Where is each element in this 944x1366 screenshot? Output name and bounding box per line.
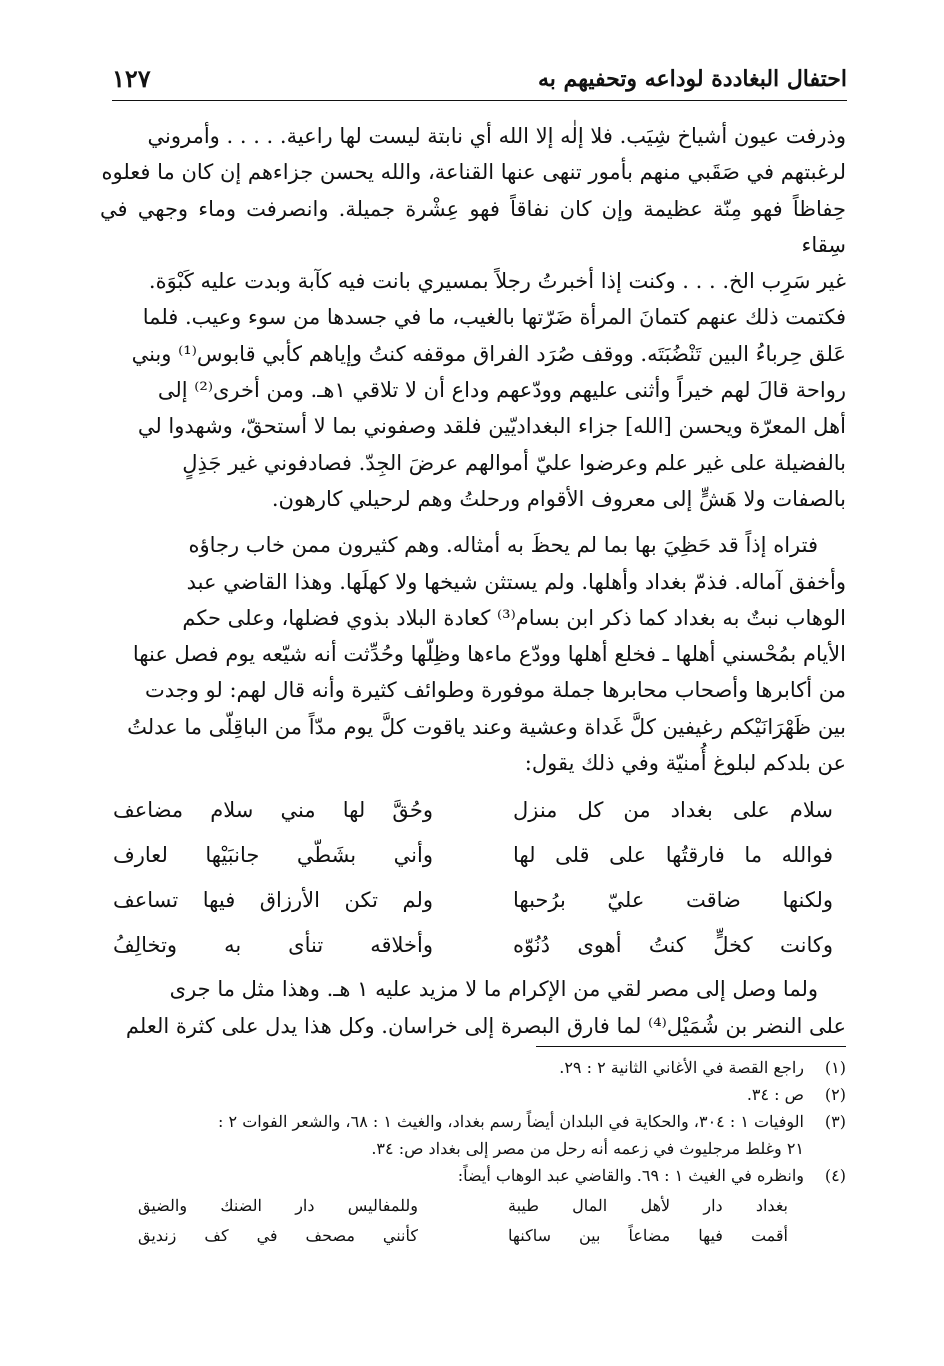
text-line: الأيام بمُحْسني أهلها ـ فخلع أهلها وودّع ماءها وظِلّها وحُدِّثت أنه شيّعه يوم فصل عنها — [132, 642, 846, 667]
verse-second-hemistich: وحُقَّ لها مني سلام مضاعف — [113, 797, 433, 822]
verse-second-hemistich: وللمفاليس دار الضنك والضيق — [138, 1196, 418, 1215]
verse-first-hemistich: بغداد دار لأهل المال طيبة — [508, 1196, 788, 1215]
text-line: عن بلدكم لبلوغ أُمنيّة وفي ذلك يقول: — [524, 751, 846, 776]
text-line: رواحة قالَ لهم خيراً وأثنى عليهم وودّعهم وداع أن لا تلاقي ١هـ. ومن أخرى⁽²⁾ إلى — [157, 378, 846, 403]
verse-second-hemistich: ولم تكن الأرزاق فيها تساعف — [113, 887, 433, 912]
text-line: من أكابرها وأصحاب محابرها جملة موفورة وطوائف كثيرة وأنه قال لهم: لو وجدت — [144, 678, 846, 703]
text-line: الوهاب نبتٌ به بغداد كما ذكر ابن بسام⁽³⁾ كعادة البلاد بذوي فضلها، وعلى حكم — [182, 605, 846, 630]
header-rule — [112, 100, 847, 101]
footnote-rule — [536, 1046, 846, 1047]
footnote — [100, 1054, 846, 1081]
poem-verse — [113, 832, 833, 877]
footnote-number: (٤) — [824, 1166, 846, 1185]
footnotes — [100, 1054, 846, 1251]
footnote-continuation: ٢١ وغلط مرجليوث في زعمه أنه رحل من مصر إلى بغداد ص: ٣٤. — [371, 1139, 804, 1158]
text-line: لرغبتهم في صَقَبي منهم بأمور تنهى عنها القناعة، والله يحسن جزاءهم إن كان ما فعلوه — [101, 160, 846, 185]
verse-first-hemistich: ولكنها ضاقت عليّ برُحبها — [513, 887, 833, 912]
verse-second-hemistich: وأخلاقه تنأى به وتخالِفُ — [113, 932, 433, 957]
text-line: غير سَرِب الخ. . . . وكنت إذا أخبرتُ رجلاً بمسيري بانت فيه كآبة وبدت عليه كَبْوَة. — [148, 269, 846, 294]
footnote-number: (٢) — [824, 1085, 846, 1104]
footnote — [100, 1162, 846, 1189]
poem-verse — [113, 922, 833, 967]
text-line: فتراه إذاً قد حَظِيَ بها بما لم يحظَ به أمثاله. وهم كثيرون ممن خاب رجاؤه — [188, 533, 818, 558]
poem-verse — [113, 787, 833, 832]
paragraph-3 — [100, 971, 846, 1044]
footnote-text: راجع القصة في الأغاني الثانية ٢ : ٢٩. — [559, 1058, 804, 1077]
footnote-text: الوفيات ١ : ٣٠٤، والحكاية في البلدان أيضاً رسم بغداد، والغيث ١ : ٦٨، والشعر الفوات ٢ : — [218, 1112, 804, 1131]
main-text — [100, 118, 846, 1044]
text-line: بالفضيلة على غير علم وعرضوا عليّ أموالهم عرضَ الجِدّ. فصادفوني غير جَذِلٍ — [182, 450, 846, 475]
text-line: وذرفت عيون أشياخ شِيَب. فلا إلٰه إلا الله أي نابتة ليست لها راعية. . . . . وأمروني — [147, 124, 846, 148]
text-line: على النضر بن شُمَيْل⁽⁴⁾ لما فارق البصرة إلى خراسان. وكل هذا يدل على كثرة العلم — [125, 1013, 846, 1038]
text-line: أهل المعرّة ويحسن [الله] جزاء البغداديّين فلقد وصفوني بما لا أستحقّ، وشهدوا لي — [137, 414, 846, 439]
footnote-text: وانظره في الغيث ١ : ٦٩. والقاضي عبد الوهاب أيضاً: — [457, 1166, 804, 1185]
footnote-poem — [138, 1191, 808, 1251]
text-line: بالصفات ولا هَشٍّ إلى معروف الأقوام ورحلتُ وهم لرحيلي كارهون. — [271, 486, 846, 511]
footnote-number: (١) — [824, 1058, 846, 1077]
footnote — [100, 1108, 846, 1135]
text-line: حِفاظاً فهو مِنّة عظيمة وإن كان نفاقاً فهو عِشْرة جميلة. وانصرفت وماء وجهي في سِقاء — [100, 196, 846, 257]
verse-first-hemistich: فوالله ما فارقتُها على قلى لها — [513, 842, 833, 867]
paragraph-2 — [100, 527, 846, 781]
page-number: ١٢٧ — [112, 64, 151, 93]
text-line: وأخفق آماله. فذمّ بغداد وأهلها. ولم يستثن شيخها ولا كهلَها. وهذا القاضي عبد — [186, 569, 846, 594]
text-line: ولما وصل إلى مصر لقي من الإكرام ما لا مزيد عليه ١ هـ. وهذا مثل ما جرى — [169, 977, 818, 1002]
footnote-text: ص : ٣٤. — [746, 1085, 804, 1104]
running-title: احتفال البغاددة لوداعه وتحفيهم به — [537, 66, 847, 92]
text-line: فكتمت ذلك عنهم كتمانَ المرأة ضَرّتها بالغيب، ما في جسدها من سوء وعيب. فلما — [142, 305, 846, 330]
verse-first-hemistich: سلام على بغداد من كل منزل — [513, 797, 833, 822]
text-line: عَلق حِرباءُ البين تَنْضُبَتَه. ووقف صُرَد الفراق موقفه كنتُ وإياهم كأبي قابوس⁽¹⁾ وبني — [131, 341, 846, 366]
poem-verse — [138, 1221, 788, 1251]
running-header — [112, 64, 847, 98]
verse-first-hemistich: وكانت كخلٍّ كنتُ أهوى دُنُوّه — [513, 932, 833, 957]
paragraph-1 — [100, 118, 846, 517]
poem-verse — [138, 1191, 788, 1221]
poem — [113, 787, 833, 967]
verse-second-hemistich: وأني بشَطّي جانبَيْها لعارف — [113, 842, 433, 867]
footnote-number: (٣) — [824, 1112, 846, 1131]
text-line: بين ظَهْرَانَيْكم رغيفين كلَّ غَداة وعشية وعند ياقوت كلَّ يوم مدّاً من الباقِلّى ما عدلتُ — [127, 714, 846, 739]
verse-second-hemistich: كأنني مصحف في كف زنديق — [138, 1226, 418, 1245]
footnote — [100, 1081, 846, 1108]
poem-verse — [113, 877, 833, 922]
verse-first-hemistich: أقمت فيها مضاعاً بين ساكنها — [508, 1226, 788, 1245]
